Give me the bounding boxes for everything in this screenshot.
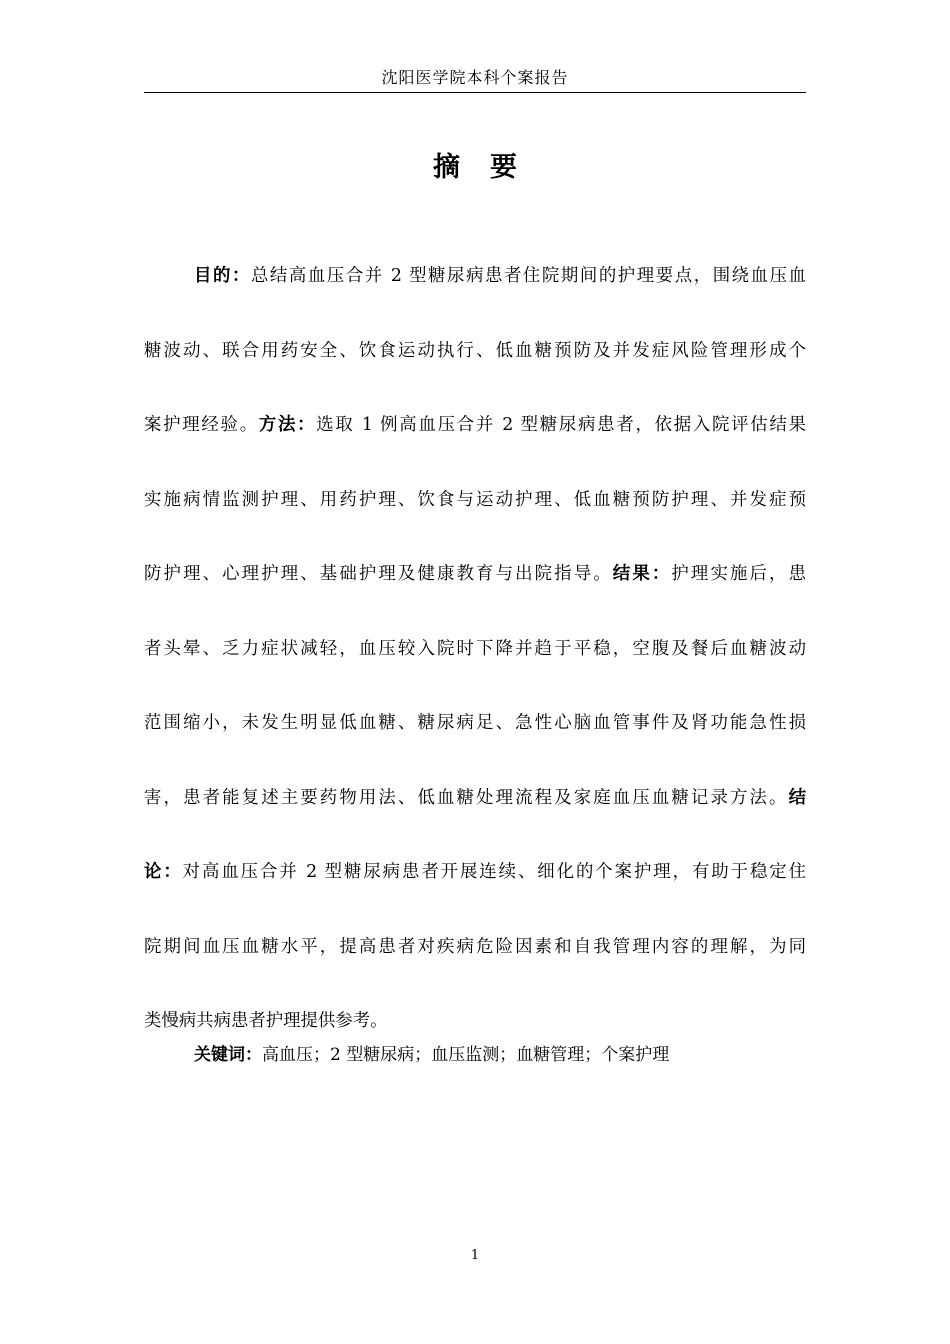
abstract-body	[144, 239, 806, 1059]
keywords	[194, 1040, 806, 1070]
abstract-text: 对高血压合并 2 型糖尿病患者开展连续、细化的个案护理，有助于稳定住	[182, 862, 806, 882]
abstract-text: 类慢病共病患者护理提供参考。	[144, 1011, 388, 1031]
abstract-line	[144, 463, 806, 538]
abstract-text: 范围缩小，未发生明显低血糖、糖尿病足、急性心脑血管事件及肾功能急性损	[144, 713, 806, 733]
conclusion-label-part2: 论：	[144, 862, 183, 882]
page-title	[144, 146, 806, 190]
conclusion-label-part1: 结	[788, 787, 806, 808]
abstract-text: 害，患者能复述主要药物用法、低血糖处理流程及家庭血压血糖记录方法。	[144, 787, 789, 808]
abstract-line	[144, 612, 806, 687]
abstract-line	[144, 388, 806, 463]
result-label: 结果：	[612, 564, 672, 584]
abstract-line	[144, 686, 806, 761]
abstract-text: 防护理、心理护理、基础护理及健康教育与出院指导。	[144, 564, 613, 584]
abstract-text: 实施病情监测护理、用药护理、饮食与运动护理、低血糖预防护理、并发症预	[144, 489, 806, 510]
abstract-text: 糖波动、联合用药安全、饮食运动执行、低血糖预防及并发症风险管理形成个	[144, 340, 806, 361]
abstract-text: 护理实施后，患	[671, 564, 806, 584]
title-char-2: 要	[490, 152, 517, 183]
abstract-text: 案护理经验。	[144, 415, 259, 435]
purpose-label: 目的：	[194, 266, 251, 286]
title-char-1: 摘	[433, 152, 460, 183]
header-text: 沈阳医学院本科个案报告	[381, 68, 569, 87]
page-number: 1	[470, 1248, 480, 1263]
abstract-line	[144, 239, 806, 314]
abstract-line	[144, 761, 806, 836]
abstract-line	[144, 314, 806, 389]
abstract-text: 总结高血压合并 2 型糖尿病患者住院期间的护理要点，围绕血压血	[250, 266, 806, 286]
method-label: 方法：	[258, 415, 317, 435]
page-header	[144, 64, 806, 93]
abstract-text: 院期间血压血糖水平，提高患者对疾病危险因素和自我管理内容的理解，为同	[144, 936, 806, 957]
abstract-line	[144, 910, 806, 985]
keywords-text: 高血压；2 型糖尿病；血压监测；血糖管理；个案护理	[262, 1045, 670, 1065]
abstract-text: 选取 1 例高血压合并 2 型糖尿病患者，依据入院评估结果	[316, 415, 806, 435]
abstract-line	[144, 537, 806, 612]
abstract-text: 者头晕、乏力症状减轻，血压较入院时下降并趋于平稳，空腹及餐后血糖波动	[144, 638, 806, 659]
abstract-line	[144, 835, 806, 910]
keywords-label: 关键词：	[194, 1045, 262, 1065]
